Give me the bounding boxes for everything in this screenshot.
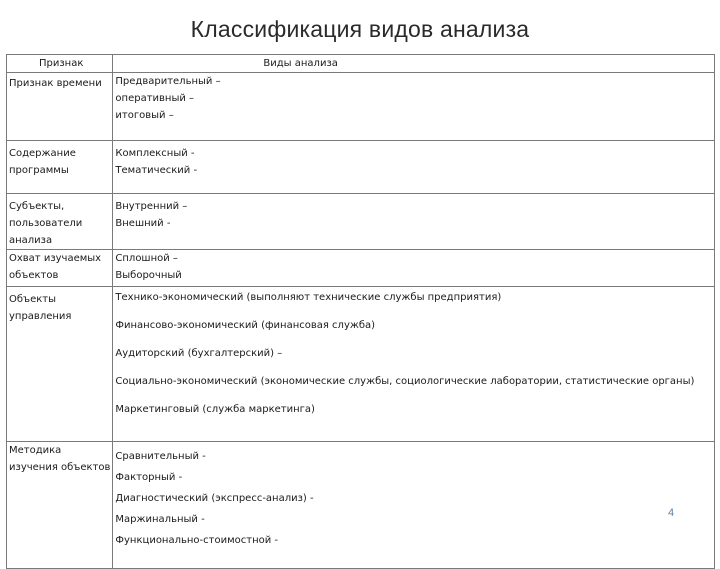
kind-item: Технико-экономический (выполняют технические службы предприятия)	[115, 292, 502, 303]
feature-text: анализа	[9, 235, 53, 246]
kind-item: Выборочный	[115, 270, 182, 281]
table-header-row	[7, 55, 715, 73]
kind-item: Факторный -	[115, 472, 183, 483]
feature-cell	[7, 194, 113, 250]
feature-cell	[7, 250, 113, 287]
kinds-cell	[113, 442, 715, 569]
kind-item: Диагностический (экспресс-анализ) -	[115, 493, 314, 504]
kind-item: Функционально-стоимостной -	[115, 535, 279, 546]
kind-item: Маркетинговый (служба маркетинга)	[115, 404, 315, 415]
kind-item: Внешний -	[115, 218, 171, 229]
kind-item: Аудиторский (бухгалтерский) –	[115, 348, 283, 359]
table-row-methodology	[7, 442, 715, 569]
feature-text: Признак времени	[9, 78, 102, 89]
table-row-management	[7, 287, 715, 442]
table-row-time	[7, 73, 715, 141]
feature-text: управления	[9, 311, 72, 322]
feature-text: объектов	[9, 270, 59, 281]
kind-item: Социально-экономический (экономические службы, социологические лаборатории, статистические органы)	[115, 376, 695, 387]
kinds-cell	[113, 194, 715, 250]
feature-text: программы	[9, 165, 69, 176]
classification-table	[6, 54, 715, 569]
feature-text: Охват изучаемых	[9, 253, 102, 264]
slide-title: Классификация видов анализа	[190, 16, 530, 42]
feature-text: Субъекты,	[9, 201, 65, 212]
kind-item: Тематический -	[115, 165, 198, 176]
table-row-scope	[7, 250, 715, 287]
kinds-cell	[113, 141, 715, 194]
feature-text: изучения объектов	[9, 462, 111, 473]
kind-item: оперативный –	[115, 93, 195, 104]
kinds-cell	[113, 250, 715, 287]
table-row-content	[7, 141, 715, 194]
feature-cell	[7, 73, 113, 141]
kind-item: Финансово-экономический (финансовая служба)	[115, 320, 376, 331]
header-feature: Признак	[7, 55, 113, 73]
kind-item: Сплошной –	[115, 253, 178, 264]
feature-cell	[7, 442, 113, 569]
kind-item: Внутренний –	[115, 201, 188, 212]
kinds-cell	[113, 73, 715, 141]
feature-cell	[7, 287, 113, 442]
header-kinds: Виды анализа	[113, 55, 715, 73]
table-row-subjects	[7, 194, 715, 250]
kind-item: итоговый –	[115, 110, 174, 121]
kind-item: Предварительный –	[115, 76, 221, 87]
kinds-cell	[113, 287, 715, 442]
kind-item: Комплексный -	[115, 148, 195, 159]
feature-text: Объекты	[9, 294, 57, 305]
kind-item: Сравнительный -	[115, 451, 206, 462]
feature-text: пользователи	[9, 218, 83, 229]
feature-cell	[7, 141, 113, 194]
kind-item: Маржинальный -	[115, 514, 205, 525]
page-number: 4	[668, 507, 675, 519]
feature-text: Методика	[9, 445, 62, 456]
feature-text: Содержание	[9, 148, 76, 159]
